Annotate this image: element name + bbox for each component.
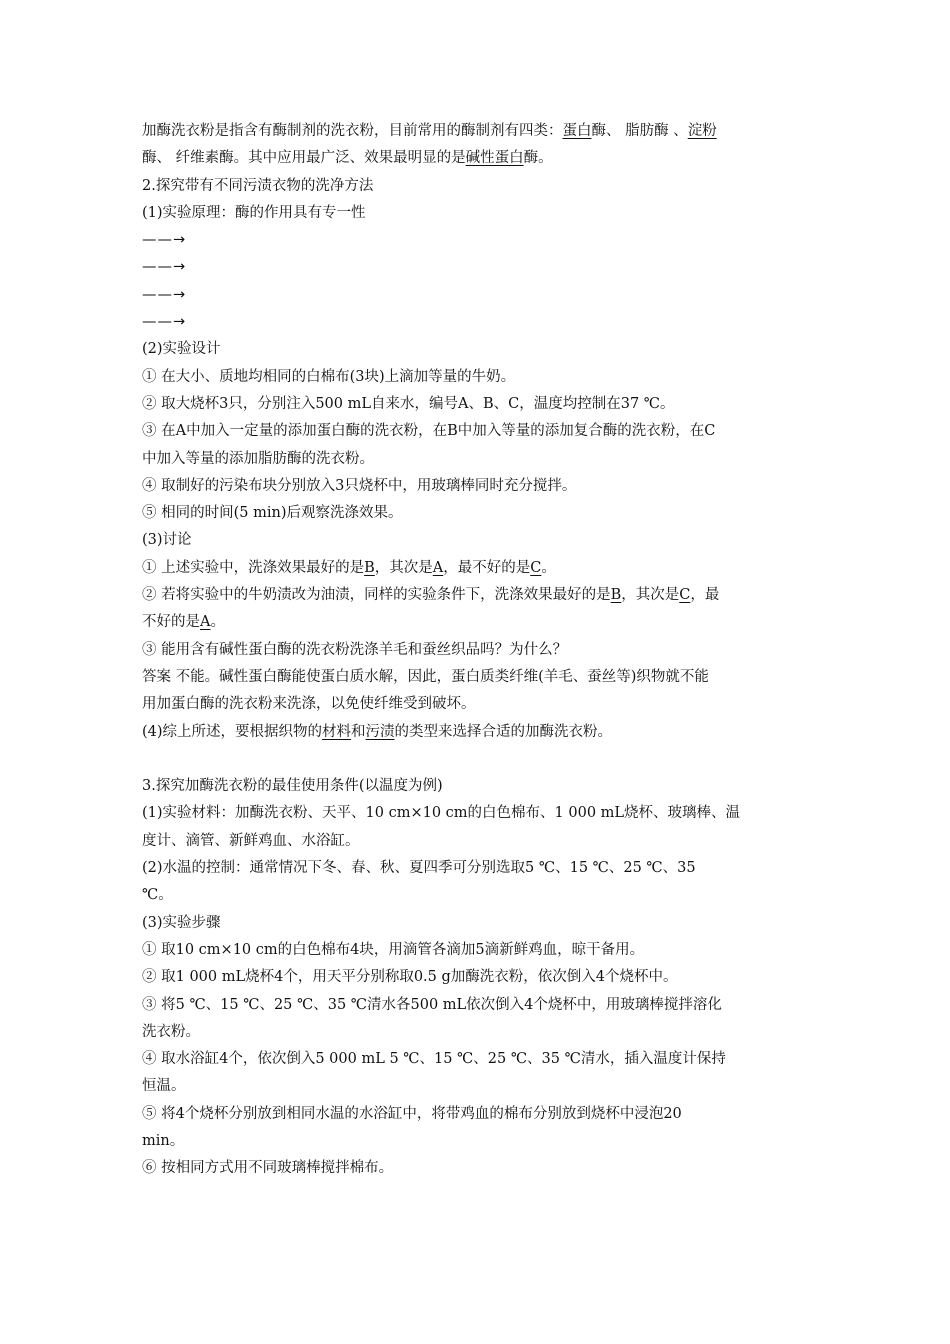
question-text: 。 — [541, 559, 556, 576]
answer-line-1: 答案 不能。碱性蛋白酶能使蛋白质水解，因此，蛋白质类纤维(羊毛、蚕丝等)织物就不能 — [142, 668, 709, 685]
answer-line-2: 用加蛋白酶的洗衣粉来洗涤，以免使纤维受到破坏。 — [142, 696, 476, 713]
step-3b: 洗衣粉。 — [142, 1023, 200, 1040]
spacer — [142, 746, 812, 773]
question-text: ，其次是 — [374, 559, 433, 576]
answer-blank: A — [432, 559, 444, 576]
question-text: ，其次是 — [621, 587, 680, 604]
step-1: ① 取10 cm×10 cm的白色棉布4块，用滴管各滴加5滴新鲜鸡血，晾干备用。 — [142, 941, 645, 958]
step-4a: ④ 取水浴缸4个，依次倒入5 000 mL 5 ℃、15 ℃、25 ℃、35 ℃清水，插入温度计保持 — [142, 1051, 726, 1068]
answer-blank: 淀粉 — [687, 123, 717, 139]
materials-line-1: (1)实验材料：加酶洗衣粉、天平、10 cm×10 cm的白色棉布、1 000 mL烧杯、玻璃棒、温 — [142, 805, 741, 822]
materials-line-2: 度计、滴管、新鲜鸡血、水浴缸。 — [142, 832, 360, 849]
question-text: 不好的是 — [142, 614, 200, 631]
step-2: ② 取1 000 mL烧杯4个，用天平分别称取0.5 g加酶洗衣粉，依次倒入4个烧杯中。 — [142, 969, 678, 986]
intro-text: 酶、 脂肪酶 、 — [591, 123, 688, 139]
arrow-line: ——→ — [142, 259, 187, 276]
design-step-5: ⑤ 相同的时间(5 min)后观察洗涤效果。 — [142, 505, 403, 522]
answer-blank: C — [679, 587, 691, 604]
discussion-title: (3)讨论 — [142, 532, 192, 549]
arrow-line: ——→ — [142, 232, 187, 249]
summary-text: (4)综上所述，要根据织物的 — [142, 723, 323, 740]
answer-blank: 材料 — [322, 723, 352, 740]
water-temp-line-1: (2)水温的控制：通常情况下冬、春、秋、夏四季可分别选取5 ℃、15 ℃、25 ℃、35 — [142, 860, 696, 877]
answer-blank: 蛋白 — [562, 123, 592, 139]
section-3-title: 3.探究加酶洗衣粉的最佳使用条件(以温度为例) — [142, 778, 443, 795]
design-step-1: ① 在大小、质地均相同的白棉布(3块)上滴加等量的牛奶。 — [142, 368, 516, 385]
design-title: (2)实验设计 — [142, 341, 221, 358]
summary-line — [142, 719, 812, 746]
steps-title: (3)实验步骤 — [142, 914, 221, 931]
design-step-4: ④ 取制好的污染布块分别放入3只烧杯中，用玻璃棒同时充分搅拌。 — [142, 477, 577, 494]
question-2b — [142, 609, 812, 636]
question-3: ③ 能用含有碱性蛋白酶的洗衣粉洗涤羊毛和蚕丝织品吗？为什么？ — [142, 641, 568, 658]
design-step-2: ② 取大烧杯3只，分别注入500 mL自来水，编号A、B、C，温度均控制在37 ℃。 — [142, 395, 675, 412]
intro-line-1 — [142, 118, 812, 145]
intro-text: 加酶洗衣粉是指含有酶制剂的洗衣粉，目前常用的酶制剂有四类： — [142, 123, 563, 139]
design-step-3b: 中加入等量的添加脂肪酶的洗衣粉。 — [142, 450, 374, 467]
step-5b: min。 — [142, 1132, 185, 1149]
answer-blank: B — [610, 587, 622, 604]
question-text: ，最 — [690, 587, 720, 604]
principle-line: (1)实验原理：酶的作用具有专一性 — [142, 204, 366, 221]
answer-blank: 碱性蛋白 — [465, 150, 524, 167]
question-2a — [142, 582, 812, 609]
step-4b: 恒温。 — [142, 1078, 186, 1095]
answer-blank: A — [200, 614, 211, 631]
document-page — [142, 118, 812, 1183]
answer-blank: 污渍 — [365, 723, 395, 740]
summary-text: 的类型来选择合适的加酶洗衣粉。 — [394, 723, 613, 740]
arrow-line: ——→ — [142, 286, 187, 303]
step-3a: ③ 将5 ℃、15 ℃、25 ℃、35 ℃清水各500 mL依次倒入4个烧杯中，用玻璃棒搅拌溶化 — [142, 996, 722, 1013]
question-1 — [142, 555, 812, 582]
intro-text: 酶、 纤维素酶。其中应用最广泛、效果最明显的是 — [142, 150, 466, 167]
intro-line-2 — [142, 145, 812, 172]
water-temp-line-2: ℃。 — [142, 887, 173, 904]
arrow-line: ——→ — [142, 314, 187, 331]
section-2-title: 2.探究带有不同污渍衣物的洗净方法 — [142, 177, 374, 194]
intro-text: 酶。 — [523, 150, 553, 167]
step-5a: ⑤ 将4个烧杯分别放到相同水温的水浴缸中，将带鸡血的棉布分别放到烧杯中浸泡20 — [142, 1105, 682, 1122]
answer-blank: B — [364, 559, 375, 576]
summary-text: 和 — [351, 723, 366, 740]
answer-blank: C — [530, 559, 542, 576]
question-text: ① 上述实验中，洗涤效果最好的是 — [142, 559, 365, 576]
question-text: ，最不好的是 — [443, 559, 531, 576]
question-text: 。 — [210, 614, 225, 631]
step-6: ⑥ 按相同方式用不同玻璃棒搅拌棉布。 — [142, 1160, 394, 1177]
question-text: ② 若将实验中的牛奶渍改为油渍，同样的实验条件下，洗涤效果最好的是 — [142, 587, 611, 604]
design-step-3a: ③ 在A中加入一定量的添加蛋白酶的洗衣粉，在B中加入等量的添加复合酶的洗衣粉，在C — [142, 423, 716, 440]
